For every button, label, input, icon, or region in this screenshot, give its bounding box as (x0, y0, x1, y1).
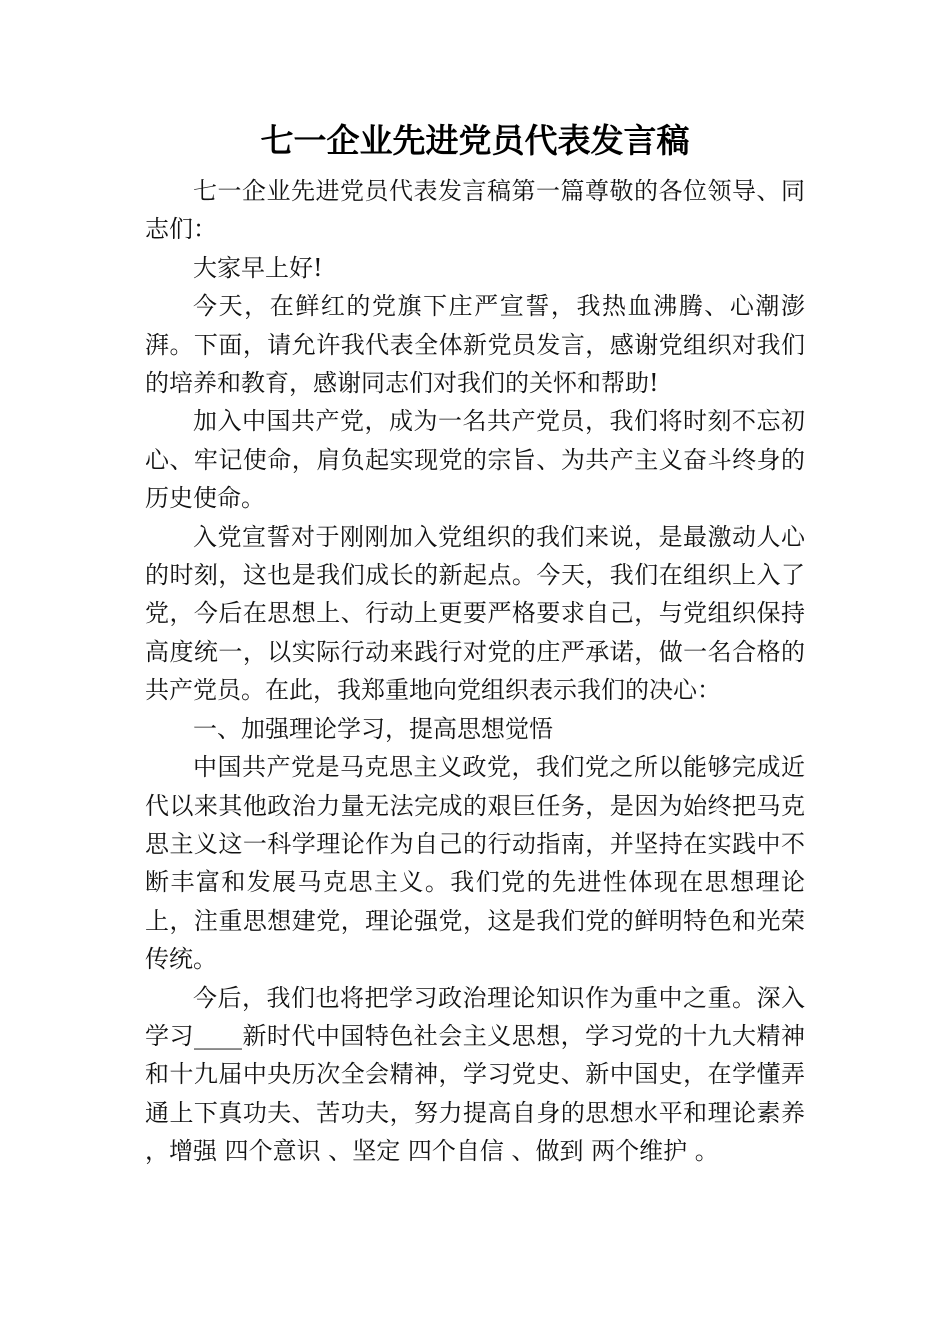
paragraph-oath: 今天，在鲜红的党旗下庄严宣誓，我热血沸腾、心潮澎湃。下面，请允许我代表全体新党员发言，感谢党组织对我们的培养和教育，感谢同志们对我们的关怀和帮助! (145, 292, 805, 398)
paragraph-new-start: 入党宣誓对于刚刚加入党组织的我们来说，是最激动人心的时刻，这也是我们成长的新起点。今天，我们在组织上入了党，今后在思想上、行动上更要严格要求自己，与党组织保持高度统一，以实际行动来践行对党的庄严承诺，做一名合格的共产党员。在此，我郑重地向党组织表示我们的决心： (145, 522, 805, 705)
paragraph-greeting: 大家早上好! (193, 253, 323, 282)
paragraph-salutation: 七一企业先进党员代表发言稿第一篇尊敬的各位领导、同志们： (145, 177, 805, 244)
paragraph-study-plan: 今后，我们也将把学习政治理论知识作为重中之重。深入学习____新时代中国特色社会主义思想，学习党的十九大精神和十九届中央历次全会精神，学习党史、新中国史，在学懂弄通上下真功夫、苦功夫，努力提高自身的思想水平和理论素养 ，增强 四个意识 、坚定 四个自信 、做到 两个维护 。 (145, 983, 805, 1166)
section-heading-theory: 一、加强理论学习，提高思想觉悟 (193, 714, 553, 743)
paragraph-marxism: 中国共产党是马克思主义政党，我们党之所以能够完成近代以来其他政治力量无法完成的艰巨任务，是因为始终把马克思主义这一科学理论作为自己的行动指南，并坚持在实践中不断丰富和发展马克思主义。我们党的先进性体现在思想理论上，注重思想建党，理论强党，这是我们党的鲜明特色和光荣传统。 (145, 753, 805, 974)
document-title: 七一企业先进党员代表发言稿 (260, 121, 690, 160)
paragraph-mission: 加入中国共产党，成为一名共产党员，我们将时刻不忘初心、牢记使命，肩负起实现党的宗旨、为共产主义奋斗终身的历史使命。 (145, 407, 805, 513)
document-body (145, 172, 805, 1171)
